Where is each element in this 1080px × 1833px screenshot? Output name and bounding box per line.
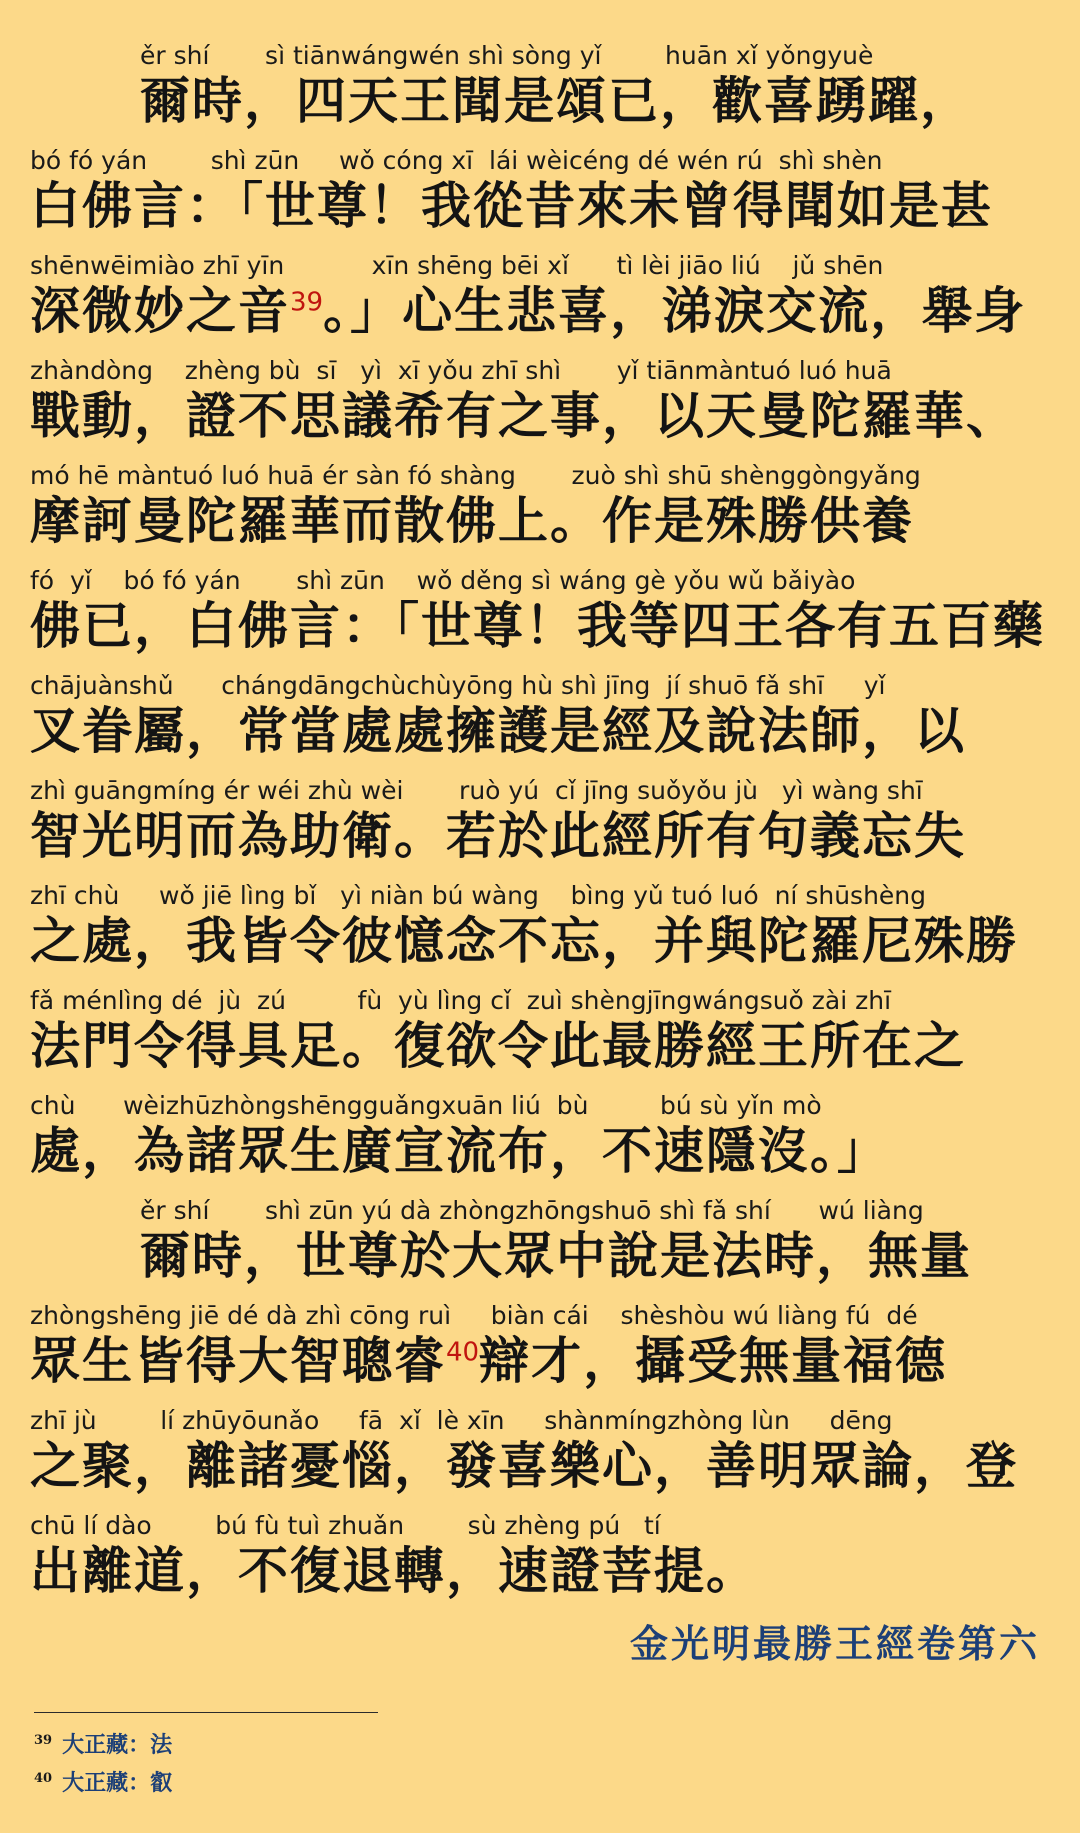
chinese-row: 叉眷屬，常當處處擁護是經及說法師，以 [30,702,966,760]
chapter-end-title: 金光明最勝王經卷第六 [629,1621,1040,1666]
chinese-text-after-note: 辯才，攝受無量福德 [479,1332,948,1390]
footnote-divider [34,1712,378,1713]
footnote-number: 40 [34,1770,53,1786]
pinyin-row: zhòngshēng jiē dé dà zhì cōng ruì biàn cái shèshòu wú liàng fú dé [30,1301,918,1330]
verse-line-14 [30,1405,1050,1509]
chinese-row: 爾時，世尊於大眾中說是法時，無量 [140,1227,972,1285]
verse-line-12 [30,1195,1050,1299]
footnote-39 [34,1728,172,1759]
verse-line-3 [30,250,1050,354]
footnote-40 [34,1766,172,1797]
chinese-row: 處，為諸眾生廣宣流布，不速隱沒。」 [30,1122,889,1180]
footnote-text: 大正藏：法 [62,1732,173,1758]
footnote-marker-40[interactable]: 40 [446,1337,480,1368]
chinese-row: 白佛言：「世尊！我從昔來未曾得聞如是甚 [30,177,993,235]
chinese-text-after-note: 。」心生悲喜，涕淚交流，舉身 [323,282,1027,340]
chinese-row: 之處，我皆令彼憶念不忘，并與陀羅尼殊勝 [30,912,1018,970]
verse-line-4 [30,355,1050,459]
pinyin-row: fǎ ménlìng dé jù zú fù yù lìng cǐ zuì shèngjīngwángsuǒ zài zhī [30,986,892,1015]
pinyin-row: zhàndòng zhèng bù sī yì xī yǒu zhī shì yǐ tiānmàntuó luó huā [30,356,892,385]
chinese-text-before-note: 深微妙之音 [30,282,290,340]
chinese-row: 智光明而為助衛。若於此經所有句義忘失 [30,807,966,865]
footnote-marker-39[interactable]: 39 [290,287,324,318]
verse-line-7 [30,670,1050,774]
verse-line-13 [30,1300,1050,1404]
chinese-row: 戰動，證不思議希有之事，以天曼陀羅華、 [30,387,1018,445]
pinyin-row: zhī chù wǒ jiē lìng bǐ yì niàn bú wàng bìng yǔ tuó luó ní shūshèng [30,881,927,910]
footnote-number: 39 [34,1732,53,1748]
chinese-row [30,1330,1050,1392]
pinyin-row: ěr shí sì tiānwángwén shì sòng yǐ huān xǐ yǒngyuè [140,41,874,70]
verse-line-2 [30,145,1050,249]
verse-line-8 [30,775,1050,879]
pinyin-row: chù wèizhūzhòngshēngguǎngxuān liú bù bú sù yǐn mò [30,1091,822,1120]
chinese-row: 法門令得具足。復欲令此最勝經王所在之 [30,1017,966,1075]
pinyin-row: ěr shí shì zūn yú dà zhòngzhōngshuō shì fǎ shí wú liàng [140,1196,924,1225]
chinese-row: 摩訶曼陀羅華而散佛上。作是殊勝供養 [30,492,914,550]
chinese-row: 之聚，離諸憂惱，發喜樂心，善明眾論，登 [30,1437,1018,1495]
verse-line-15 [30,1510,1050,1614]
verse-line-9 [30,880,1050,984]
pinyin-row: shēnwēimiào zhī yīn xīn shēng bēi xǐ tì lèi jiāo liú jǔ shēn [30,251,884,280]
footnote-text: 大正藏：叡 [62,1770,173,1796]
pinyin-row: zhī jù lí zhūyōunǎo fā xǐ lè xīn shànmíngzhòng lùn dēng [30,1406,893,1435]
verse-line-10 [30,985,1050,1089]
verse-line-6 [30,565,1050,669]
chinese-row: 爾時，四天王聞是頌已，歡喜踴躍， [140,72,972,130]
chinese-row: 出離道，不復退轉，速證菩提。 [30,1542,758,1600]
chinese-row [30,280,1050,342]
pinyin-row: bó fó yán shì zūn wǒ cóng xī lái wèicéng dé wén rú shì shèn [30,146,883,175]
pinyin-row: chū lí dào bú fù tuì zhuǎn sù zhèng pú tí [30,1511,661,1540]
pinyin-row: mó hē màntuó luó huā ér sàn fó shàng zuò shì shū shènggòngyǎng [30,461,921,490]
pinyin-row: zhì guāngmíng ér wéi zhù wèi ruò yú cǐ jīng suǒyǒu jù yì wàng shī [30,776,923,805]
chinese-row: 佛已，白佛言：「世尊！我等四王各有五百藥 [30,597,1045,655]
verse-line-11 [30,1090,1050,1194]
verse-line-5 [30,460,1050,564]
verse-line-1 [30,40,1050,144]
pinyin-row: fó yǐ bó fó yán shì zūn wǒ děng sì wáng gè yǒu wǔ bǎiyào [30,566,856,595]
chinese-text-before-note: 眾生皆得大智聰睿 [30,1332,446,1390]
pinyin-row: chājuànshǔ chángdāngchùchùyōng hù shì jīng jí shuō fǎ shī yǐ [30,671,886,700]
